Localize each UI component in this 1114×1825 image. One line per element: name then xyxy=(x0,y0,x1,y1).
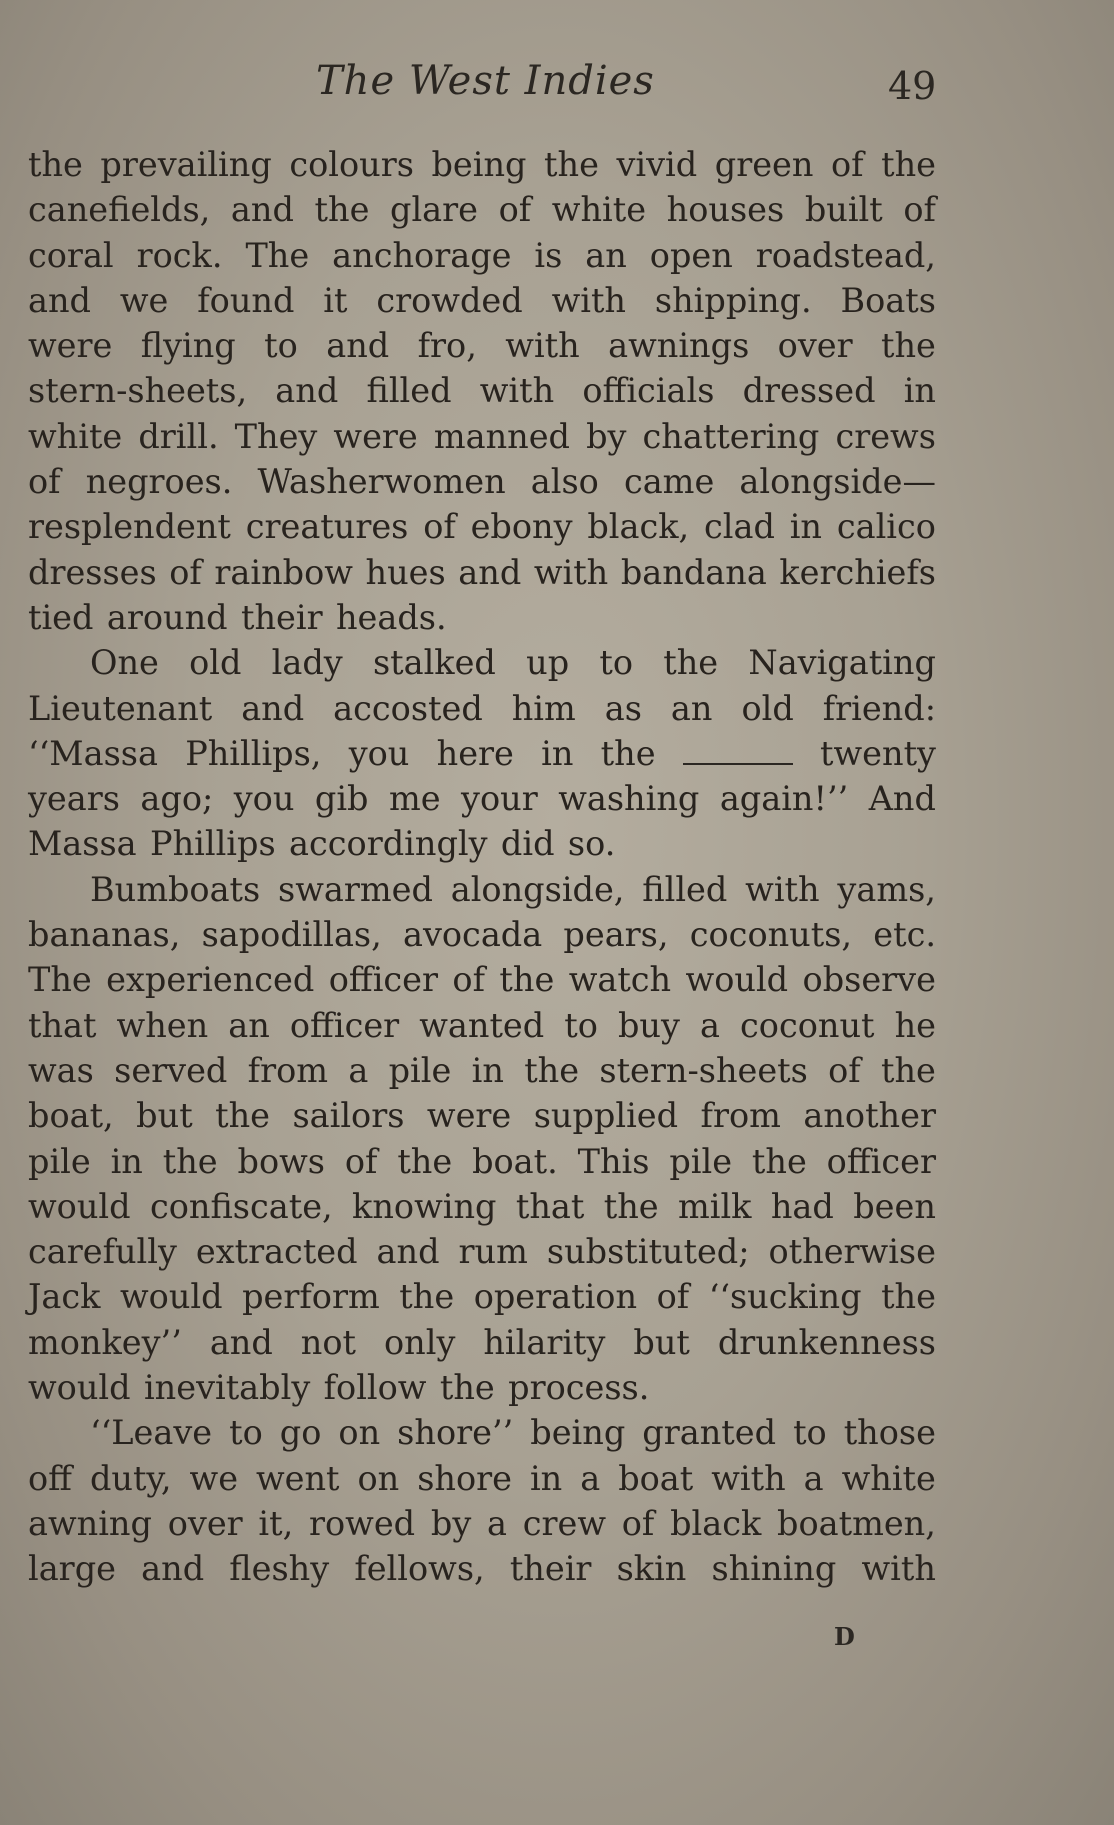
running-title: The West Indies xyxy=(316,58,655,104)
word: went xyxy=(255,1458,340,1498)
word: a xyxy=(487,1503,507,1543)
word: glare xyxy=(390,190,478,230)
text-line xyxy=(28,323,936,368)
word: monkey’’ xyxy=(28,1322,182,1362)
word: from xyxy=(700,1096,781,1136)
word: follow xyxy=(323,1368,427,1408)
word: shore xyxy=(417,1458,512,1498)
word: an xyxy=(670,688,713,728)
text-line xyxy=(28,776,936,821)
word: and xyxy=(376,1232,440,1272)
word: with xyxy=(745,869,820,909)
word: it, xyxy=(258,1503,294,1543)
word: a xyxy=(348,1050,369,1090)
word: of xyxy=(169,552,202,592)
word: but xyxy=(633,1322,690,1362)
word: was xyxy=(28,1050,94,1090)
text-line xyxy=(28,1093,936,1138)
word: white xyxy=(551,190,647,230)
word: large xyxy=(28,1549,116,1589)
word: etc. xyxy=(873,915,936,955)
word: This xyxy=(577,1141,650,1181)
word: yams, xyxy=(837,869,936,909)
text-line xyxy=(28,957,936,1002)
word: another xyxy=(803,1096,936,1136)
text-line xyxy=(28,1320,936,1365)
text-line xyxy=(28,233,936,278)
word: were xyxy=(426,1096,512,1136)
word: found xyxy=(197,280,295,320)
word: milk xyxy=(677,1186,752,1226)
word: substituted; xyxy=(546,1232,750,1272)
text-line xyxy=(28,187,936,232)
word: and xyxy=(141,1549,205,1589)
word: chattering xyxy=(642,416,820,456)
word: their xyxy=(509,1549,592,1589)
word: prevailing xyxy=(100,145,272,184)
word: of xyxy=(828,1050,861,1090)
word: came xyxy=(623,462,715,502)
word: a xyxy=(803,1458,824,1498)
word: that xyxy=(515,1186,585,1226)
word: being xyxy=(431,145,527,184)
word: crews xyxy=(835,416,936,456)
word: pile xyxy=(669,1141,733,1181)
text-line xyxy=(28,1365,936,1410)
word: Bumboats xyxy=(90,869,261,909)
word: to xyxy=(599,643,634,683)
word: in xyxy=(541,733,574,773)
word: bananas, xyxy=(28,915,181,955)
text-line xyxy=(28,867,936,912)
word: old xyxy=(741,688,794,728)
word: and xyxy=(275,371,339,411)
word: Navigating xyxy=(748,643,936,683)
word: with xyxy=(505,326,580,366)
word: an xyxy=(228,1005,270,1045)
word: supplied xyxy=(533,1096,679,1136)
word: washing xyxy=(558,779,700,819)
word: would xyxy=(28,1186,131,1226)
word: skin xyxy=(616,1549,687,1589)
word: boat xyxy=(618,1458,694,1498)
text-line xyxy=(28,1229,936,1274)
word: over xyxy=(167,1503,243,1543)
word: Lieutenant xyxy=(28,688,213,728)
word: officer xyxy=(328,960,439,1000)
word: were xyxy=(333,416,418,456)
word: of xyxy=(28,462,61,502)
word: that xyxy=(28,1005,97,1045)
word: avocada xyxy=(402,915,543,955)
word: he xyxy=(894,1005,936,1045)
word: in xyxy=(110,1141,143,1181)
word: it xyxy=(323,280,348,320)
word: with xyxy=(551,280,627,320)
word: open xyxy=(649,235,733,275)
word: granted xyxy=(642,1413,777,1453)
word: of xyxy=(656,1277,690,1317)
word: boat. xyxy=(472,1141,558,1181)
word: Boats xyxy=(840,280,936,320)
word: ago; xyxy=(140,779,214,819)
word: again!’’ xyxy=(719,779,849,819)
word: the xyxy=(399,1277,455,1317)
word: crew xyxy=(522,1503,607,1543)
word: to xyxy=(793,1413,827,1453)
word: drunkenness xyxy=(717,1322,936,1362)
word: fleshy xyxy=(229,1549,330,1589)
text-line xyxy=(28,550,936,595)
word: your xyxy=(461,779,538,819)
word: and xyxy=(458,552,522,592)
word: officials xyxy=(582,371,715,411)
word: in xyxy=(789,507,823,547)
word: would xyxy=(120,1277,223,1317)
word: by xyxy=(430,1503,472,1543)
word: so. xyxy=(567,824,616,864)
text-line xyxy=(28,1410,936,1455)
text-line xyxy=(28,821,936,866)
word: coral xyxy=(28,235,114,275)
word: friend: xyxy=(822,688,936,728)
word: we xyxy=(189,1458,239,1498)
word: the xyxy=(215,1096,270,1136)
text-line xyxy=(28,504,936,549)
text-line xyxy=(28,1456,936,1501)
word: manned xyxy=(433,416,571,456)
word: been xyxy=(853,1186,936,1226)
text-line xyxy=(28,912,936,957)
word: colours xyxy=(289,145,414,184)
word: of xyxy=(498,190,532,230)
word: coconuts, xyxy=(689,915,853,955)
word: me xyxy=(388,779,441,819)
word: process. xyxy=(508,1368,650,1408)
text-line xyxy=(28,1546,936,1591)
word: otherwise xyxy=(768,1232,936,1272)
word: vivid xyxy=(616,145,698,184)
word: filled xyxy=(366,371,452,411)
text-line xyxy=(28,1139,936,1184)
word: creatures xyxy=(245,507,409,547)
word: crowded xyxy=(376,280,523,320)
word: Massa xyxy=(28,824,137,864)
word: sailors xyxy=(292,1096,405,1136)
word: rum xyxy=(458,1232,528,1272)
word: ‘‘Massa xyxy=(28,733,158,773)
text-line xyxy=(28,1048,936,1093)
word: ‘‘Leave xyxy=(90,1413,213,1453)
word: shining xyxy=(711,1549,837,1589)
word: him xyxy=(511,688,576,728)
word: with xyxy=(533,552,609,592)
word: Jack xyxy=(28,1277,101,1317)
word: And xyxy=(868,779,936,819)
word: One xyxy=(90,643,159,683)
word: pears, xyxy=(563,915,669,955)
word: The xyxy=(245,235,310,275)
word: dressed xyxy=(742,371,876,411)
word: old xyxy=(189,643,242,683)
page-number: 49 xyxy=(888,64,937,108)
word: and xyxy=(28,280,91,320)
word: and xyxy=(230,190,294,230)
word: of xyxy=(452,960,485,1000)
word: as xyxy=(604,688,642,728)
word: of xyxy=(423,507,456,547)
word: calico xyxy=(836,507,936,547)
word: from xyxy=(247,1050,329,1090)
word: in xyxy=(903,371,936,411)
word: the xyxy=(439,1368,495,1408)
word: the xyxy=(881,326,936,366)
word: not xyxy=(300,1322,357,1362)
word: we xyxy=(119,280,169,320)
word: shore’’ xyxy=(397,1413,514,1453)
word: the xyxy=(524,1050,580,1090)
word: the xyxy=(600,733,656,773)
word: those xyxy=(843,1413,936,1453)
text-line xyxy=(28,142,936,187)
word: watch xyxy=(568,960,672,1000)
word: white xyxy=(28,416,123,456)
word: alongside, xyxy=(450,869,625,909)
word: awnings xyxy=(608,326,750,366)
word: and xyxy=(326,326,390,366)
word: a xyxy=(700,1005,720,1045)
text-line xyxy=(28,1501,936,1546)
word: bows xyxy=(237,1141,325,1181)
word: did xyxy=(500,824,555,864)
omitted-word-dash xyxy=(683,720,793,765)
word: ‘‘sucking xyxy=(708,1277,862,1317)
word: black xyxy=(670,1503,762,1543)
word: an xyxy=(585,235,627,275)
word: awning xyxy=(28,1503,152,1543)
word: confiscate, xyxy=(149,1186,333,1226)
word: white xyxy=(841,1458,936,1498)
word: you xyxy=(348,733,410,773)
word: houses xyxy=(666,190,785,230)
word: to xyxy=(564,1005,598,1045)
text-line xyxy=(28,368,936,413)
word: over xyxy=(777,326,853,366)
word: the xyxy=(544,145,599,184)
word: would xyxy=(28,1368,131,1408)
word: officer xyxy=(289,1005,400,1045)
word: in xyxy=(471,1050,504,1090)
word: Washerwomen xyxy=(257,462,506,502)
word: boat, xyxy=(28,1096,114,1136)
word: you xyxy=(233,779,295,819)
word: around xyxy=(106,597,228,637)
word: wanted xyxy=(419,1005,545,1045)
word: on xyxy=(338,1413,381,1453)
word: stern-sheets xyxy=(599,1050,808,1090)
word: kerchiefs xyxy=(779,552,936,592)
word: the xyxy=(881,145,936,184)
word: the xyxy=(603,1186,659,1226)
word: observe xyxy=(802,960,936,1000)
word: the xyxy=(881,1050,936,1090)
word: heads. xyxy=(335,597,447,637)
word: and xyxy=(241,688,305,728)
word: They xyxy=(234,416,318,456)
text-line xyxy=(28,686,936,731)
word: only xyxy=(383,1322,456,1362)
word: officer xyxy=(826,1141,936,1181)
word: with xyxy=(479,371,555,411)
word: the xyxy=(397,1141,453,1181)
word: clad xyxy=(704,507,775,547)
word: dresses xyxy=(28,552,157,592)
body-text xyxy=(28,142,936,1592)
word: of xyxy=(621,1503,655,1543)
word: swarmed xyxy=(278,869,433,909)
word: Phillips, xyxy=(185,733,322,773)
word: years xyxy=(28,779,120,819)
word: in xyxy=(529,1458,563,1498)
text-line xyxy=(28,595,936,640)
word: on xyxy=(357,1458,400,1498)
word: stern-sheets, xyxy=(28,371,248,411)
word: canefields, xyxy=(28,190,211,230)
word: black, xyxy=(587,507,690,547)
word: accordingly xyxy=(289,824,488,864)
word: duty, xyxy=(89,1458,172,1498)
word: were xyxy=(28,326,113,366)
word: up xyxy=(526,643,570,683)
word: sapodillas, xyxy=(201,915,382,955)
word: rowed xyxy=(308,1503,416,1543)
word: off xyxy=(28,1458,72,1498)
word: boatmen, xyxy=(777,1503,936,1543)
word: would xyxy=(685,960,789,1000)
text-line xyxy=(28,278,936,323)
word: with xyxy=(861,1549,936,1589)
text-line xyxy=(28,414,936,459)
word: to xyxy=(229,1413,263,1453)
word: when xyxy=(116,1005,209,1045)
text-line xyxy=(28,459,936,504)
word: experienced xyxy=(106,960,315,1000)
word: but xyxy=(136,1096,193,1136)
page-header xyxy=(0,58,1114,118)
word: the xyxy=(28,145,83,184)
word: tied xyxy=(28,597,94,637)
word: also xyxy=(530,462,599,502)
word: of xyxy=(903,190,936,230)
word: being xyxy=(530,1413,626,1453)
word: of xyxy=(830,145,864,184)
word: had xyxy=(770,1186,834,1226)
word: the xyxy=(162,1141,218,1181)
word: by xyxy=(586,416,627,456)
word: the xyxy=(751,1141,807,1181)
word: Phillips xyxy=(150,824,276,864)
word: is xyxy=(534,235,563,275)
word: roadstead, xyxy=(755,235,936,275)
word: the xyxy=(314,190,370,230)
word: hilarity xyxy=(483,1322,606,1362)
word: the xyxy=(663,643,719,683)
word: to xyxy=(264,326,298,366)
word: The xyxy=(28,960,92,1000)
word: pile xyxy=(28,1141,91,1181)
text-line xyxy=(28,1184,936,1229)
word: stalked xyxy=(372,643,496,683)
word: alongside— xyxy=(739,462,936,502)
word: flying xyxy=(140,326,236,366)
word: the xyxy=(499,960,555,1000)
word: and xyxy=(209,1322,273,1362)
word: their xyxy=(241,597,323,637)
word: gib xyxy=(314,779,369,819)
word: here xyxy=(436,733,514,773)
signature-mark: D xyxy=(834,1622,855,1651)
word: go xyxy=(279,1413,322,1453)
word: built xyxy=(804,190,883,230)
word: rainbow xyxy=(214,552,353,592)
word: knowing xyxy=(352,1186,497,1226)
word: fellows, xyxy=(354,1549,485,1589)
word: bandana xyxy=(620,552,767,592)
word: a xyxy=(580,1458,601,1498)
text-line xyxy=(28,640,936,685)
text-line xyxy=(28,1274,936,1319)
word: perform xyxy=(242,1277,380,1317)
word: shipping. xyxy=(654,280,812,320)
word: resplendent xyxy=(28,507,231,547)
word: inevitably xyxy=(143,1368,311,1408)
word: of xyxy=(344,1141,378,1181)
text-line xyxy=(28,731,936,776)
text-line xyxy=(28,1003,936,1048)
word: ebony xyxy=(470,507,573,547)
word: with xyxy=(711,1458,786,1498)
word: filled xyxy=(642,869,728,909)
word: green xyxy=(714,145,814,184)
word: pile xyxy=(388,1050,452,1090)
word: twenty xyxy=(820,733,936,773)
word: negroes. xyxy=(85,462,233,502)
word: extracted xyxy=(195,1232,358,1272)
word: the xyxy=(881,1277,936,1317)
word: lady xyxy=(271,643,343,683)
word: fro, xyxy=(417,326,477,366)
word: operation xyxy=(473,1277,638,1317)
word: buy xyxy=(617,1005,680,1045)
word: anchorage xyxy=(332,235,512,275)
word: accosted xyxy=(333,688,483,728)
word: served xyxy=(114,1050,228,1090)
word: drill. xyxy=(138,416,219,456)
word: carefully xyxy=(28,1232,177,1272)
word: hues xyxy=(365,552,446,592)
word: coconut xyxy=(740,1005,875,1045)
word: rock. xyxy=(136,235,223,275)
